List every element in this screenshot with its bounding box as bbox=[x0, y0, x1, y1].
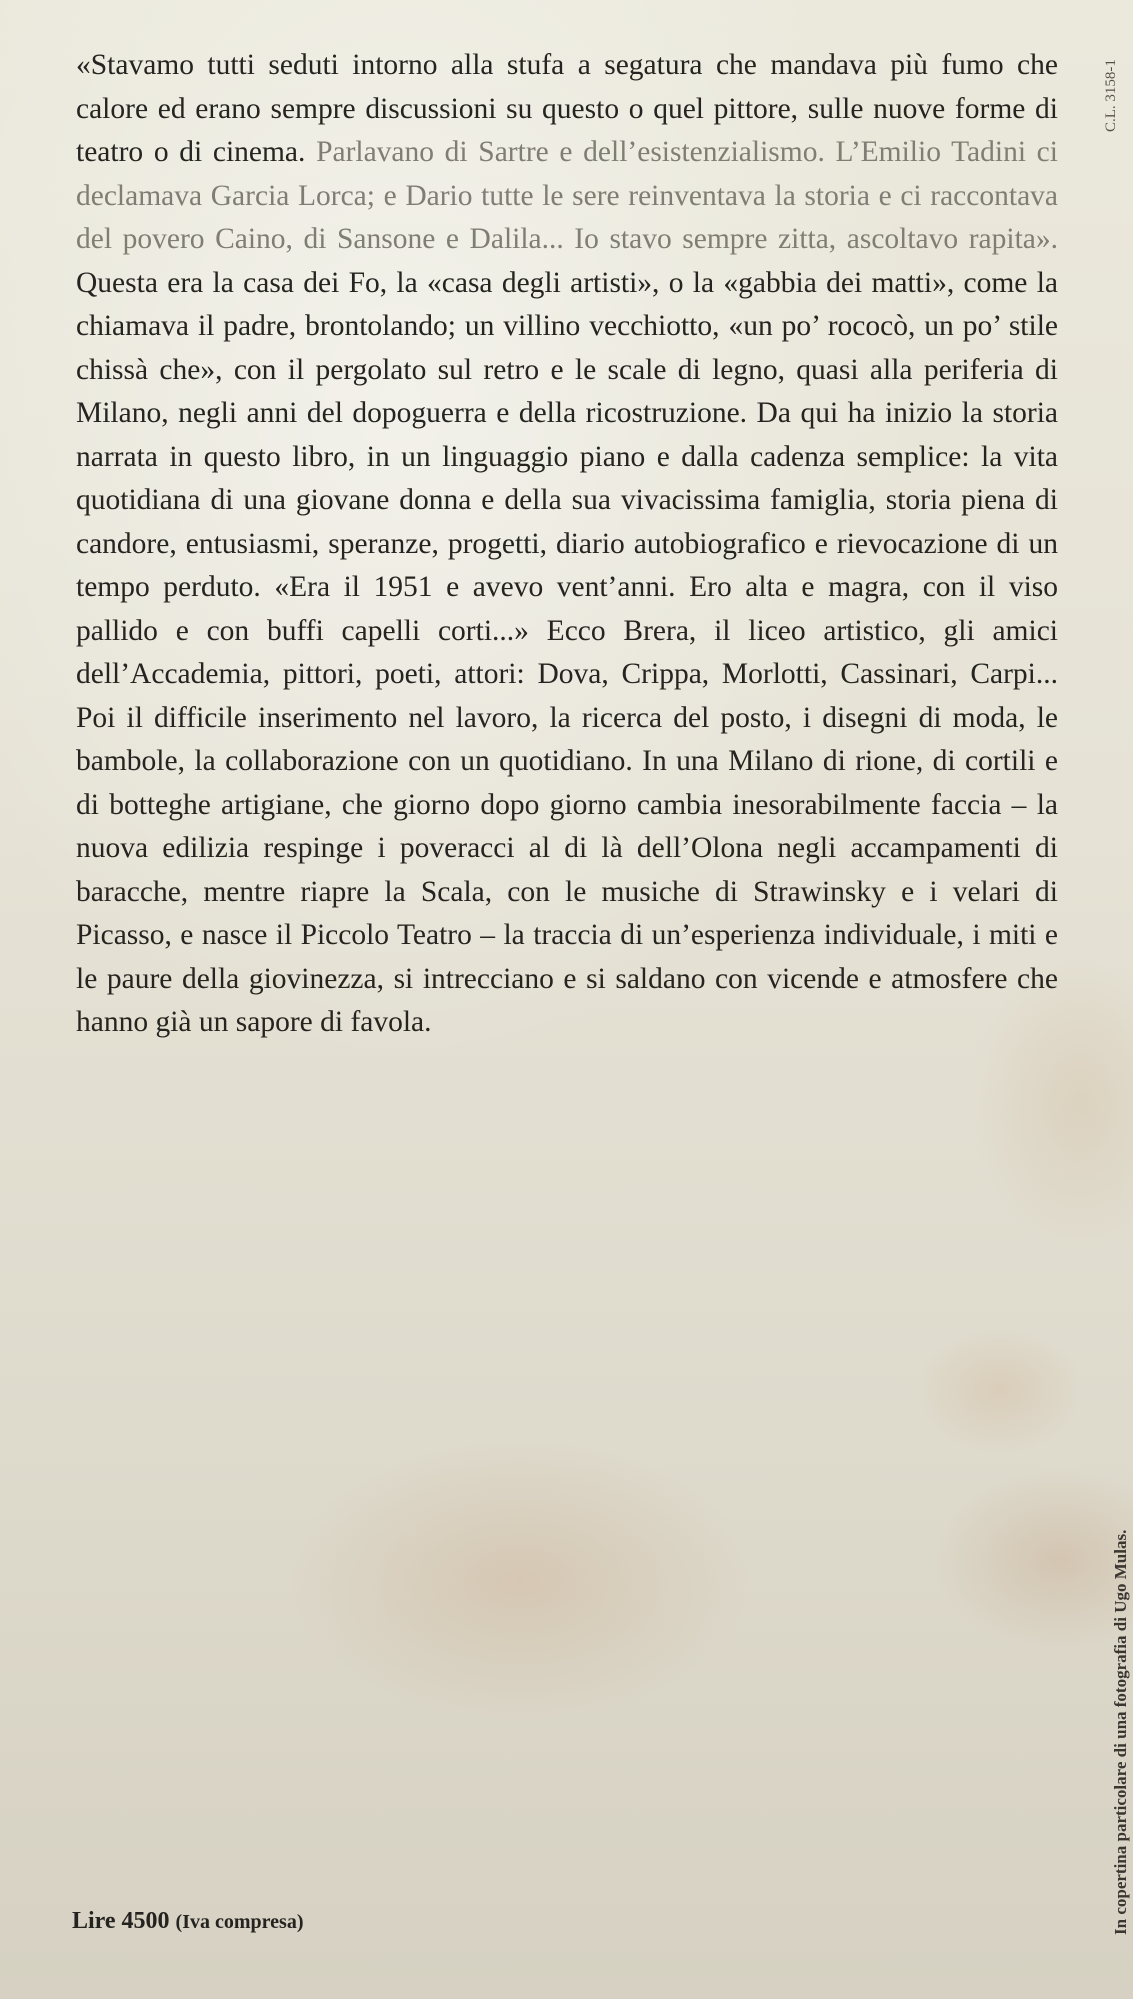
blurb-part-3: Questa era la casa dei Fo, la «casa degli artisti», o la «gabbia dei matti», come la chiamava il padre, brontolando; un villino vecchiotto, «un po’ rococò, un po’ stile chissà che», con il pergolato sul retro e le scale di legno, quasi alla periferia di Milano, negli anni del dopoguerra e della ricostruzione. Da qui ha inizio la storia narrata in questo libro, in un linguaggio piano e dalla cadenza semplice: la vita quotidiana di una giovane donna e della sua vivacissima famiglia, storia piena di candore, entusiasmi, speranze, progetti, diario autobiografico e rievocazione di un tempo perduto. «Era il 1951 e avevo vent’anni. Ero alta e magra, con il viso pallido e con buffi capelli corti...» Ecco Brera, il liceo artistico, gli amici dell’Accademia, pittori, poeti, attori: Dova, Crippa, Morlotti, Cassinari, Carpi... Poi il difficile inserimento nel lavoro, la ricerca del posto, i disegni di moda, le bambole, la collaborazione con un quotidiano. In una Milano di rione, di cortili e di botteghe artigiane, che giorno dopo giorno cambia inesorabilmente faccia – la nuova edilizia respinge i poveracci al di là dell’Olona negli accampamenti di baracche, mentre riapre la Scala, con le musiche di Strawinsky e i velari di Picasso, e nasce il Piccolo Teatro – la traccia di un’esperienza individuale, i miti e le paure della giovinezza, si intrecciano e si saldano con vicende e atmosfere che hanno già un sapore di favola. bbox=[76, 266, 1058, 1038]
blurb-text bbox=[76, 44, 1058, 1045]
price-label bbox=[72, 1908, 304, 1935]
blurb-part-2-faded: Parlavano di Sartre e dell’esistenzialismo. L’Emilio Tadini ci declamava Garcia Lorca; e Dario tutte le sere reinventava la storia e ci raccontava del povero Caino, di Sansone e Dalila... Io stavo sempre zitta, ascoltavo rapita». bbox=[76, 136, 1058, 255]
cover-photo-credit: In copertina particolare di una fotografia di Ugo Mulas. bbox=[1111, 1529, 1130, 1935]
catalog-code: C.L. 3158-1 bbox=[1103, 59, 1119, 132]
blurb-part-1: «Stavamo tutti seduti intorno alla stufa a segatura che mandava più fumo che calore ed erano sempre discussioni su questo o quel pittore, sulle nuove forme di teatro o di cinema. bbox=[76, 49, 1058, 168]
price-tax-note: (Iva compresa) bbox=[175, 1911, 304, 1933]
price-value: Lire 4500 bbox=[72, 1908, 170, 1934]
